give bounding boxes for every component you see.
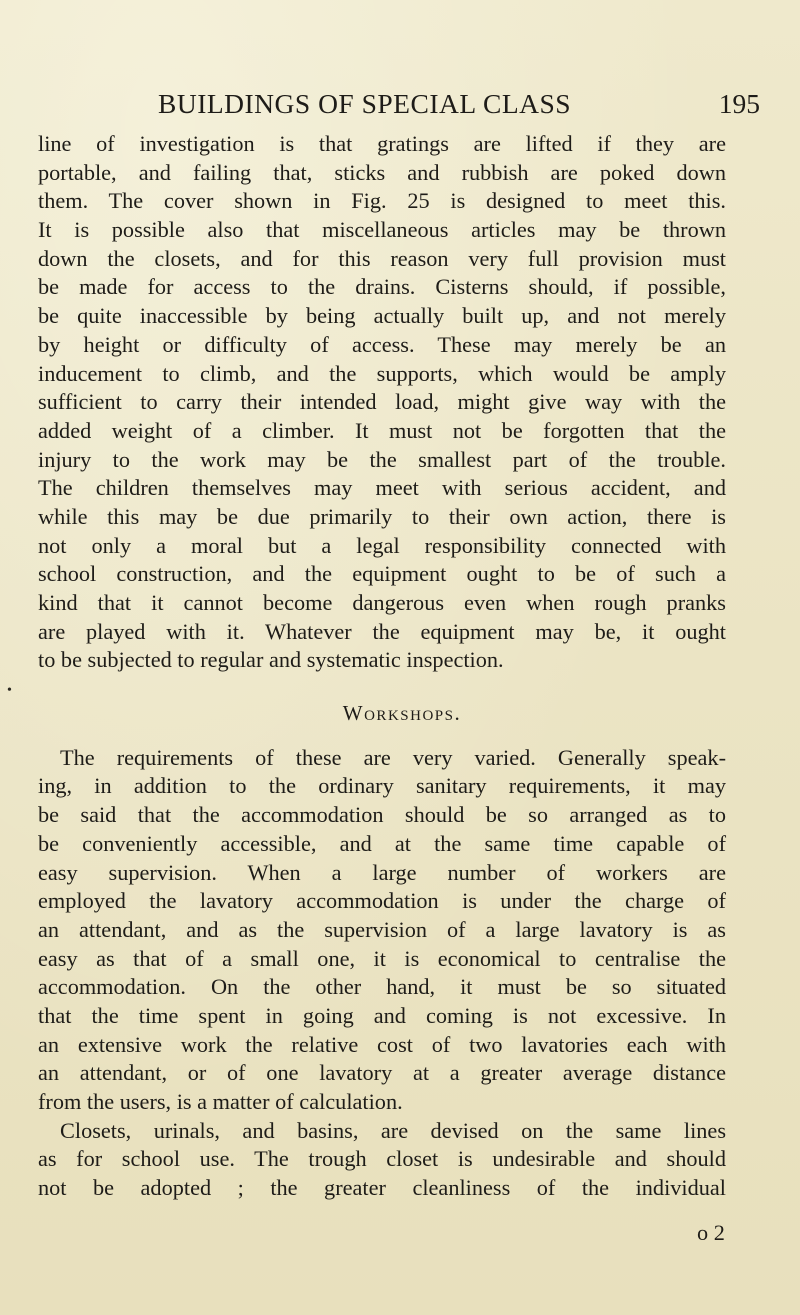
text-line: kind that it cannot become dangerous even when rough pranks xyxy=(38,590,726,615)
running-head xyxy=(60,88,760,128)
text-line: as for school use. The trough closet is undesirable and should xyxy=(38,1146,726,1172)
text-line: are played with it. Whatever the equipment may be, it ought xyxy=(38,618,726,644)
text-line: easy as that of a small one, it is economical to centralise the xyxy=(38,945,726,971)
text-line: Closets, urinals, and basins, are devised on the same lines xyxy=(60,1117,726,1143)
text-line: not be adopted ; the greater cleanliness of the individual xyxy=(38,1175,726,1201)
text-line: inducement to climb, and the supports, which would be amply xyxy=(38,360,726,386)
text-line: ing, in addition to the ordinary sanitary requirements, it may xyxy=(38,773,726,799)
text-line: an attendant, or of one lavatory at a greater average distance xyxy=(38,1060,726,1086)
text-line: be conveniently accessible, and at the same time capable of xyxy=(38,830,726,856)
paragraph xyxy=(38,1117,726,1203)
text-line: It is possible also that miscellaneous articles may be thrown xyxy=(38,217,726,243)
paragraph xyxy=(38,130,726,675)
text-line: from the users, is a matter of calculation. xyxy=(38,1089,403,1114)
text-line: them. The cover shown in Fig. 25 is designed to meet this. xyxy=(38,188,726,214)
text-line: by height or difficulty of access. These may merely be an xyxy=(38,331,726,357)
text-line: not only a moral but a legal responsibility connected with xyxy=(38,532,726,558)
text-line: be made for access to the drains. Cisterns should, if possible, xyxy=(38,274,726,300)
text-line: that the time spent in going and coming is not excessive. In xyxy=(38,1002,726,1028)
text-line: The children themselves may meet with serious accident, and xyxy=(38,475,726,501)
body-text xyxy=(38,130,726,1203)
text-line: school construction, and the equipment ought to be of such a xyxy=(38,561,726,587)
section-heading: Workshops. xyxy=(342,701,462,726)
text-line: injury to the work may be the smallest part of the trouble. xyxy=(38,446,726,472)
text-line: be said that the accommodation should be so arranged as to xyxy=(38,802,726,828)
text-line: an attendant, and as the supervision of a large lavatory is as xyxy=(38,916,726,942)
paragraph xyxy=(38,744,726,1117)
text-line: while this may be due primarily to their own action, there is xyxy=(38,503,726,529)
page-number: 195 xyxy=(718,88,760,119)
text-line: an extensive work the relative cost of two lavatories each with xyxy=(38,1031,726,1057)
margin-mark: • xyxy=(7,683,12,698)
text-line: line of investigation is that gratings are lifted if they are xyxy=(38,131,726,156)
text-line: to be subjected to regular and systematic inspection. xyxy=(38,647,504,673)
text-line: down the closets, and for this reason very full provision must xyxy=(38,245,726,271)
text-line: portable, and failing that, sticks and rubbish are poked down xyxy=(38,159,726,185)
text-line: be quite inaccessible by being actually built up, and not merely xyxy=(38,303,726,329)
text-line: employed the lavatory accommodation is under the charge of xyxy=(38,888,726,914)
text-line: sufficient to carry their intended load, might give way with the xyxy=(38,389,726,415)
text-line: The requirements of these are very varied. Generally speak- xyxy=(60,744,726,770)
text-line: easy supervision. When a large number of workers are xyxy=(38,859,726,885)
signature-mark: o 2 xyxy=(697,1220,725,1245)
text-line: accommodation. On the other hand, it must be so situated xyxy=(38,974,726,1000)
text-line: added weight of a climber. It must not be forgotten that the xyxy=(38,417,726,443)
running-title: BUILDINGS OF SPECIAL CLASS xyxy=(158,88,572,119)
